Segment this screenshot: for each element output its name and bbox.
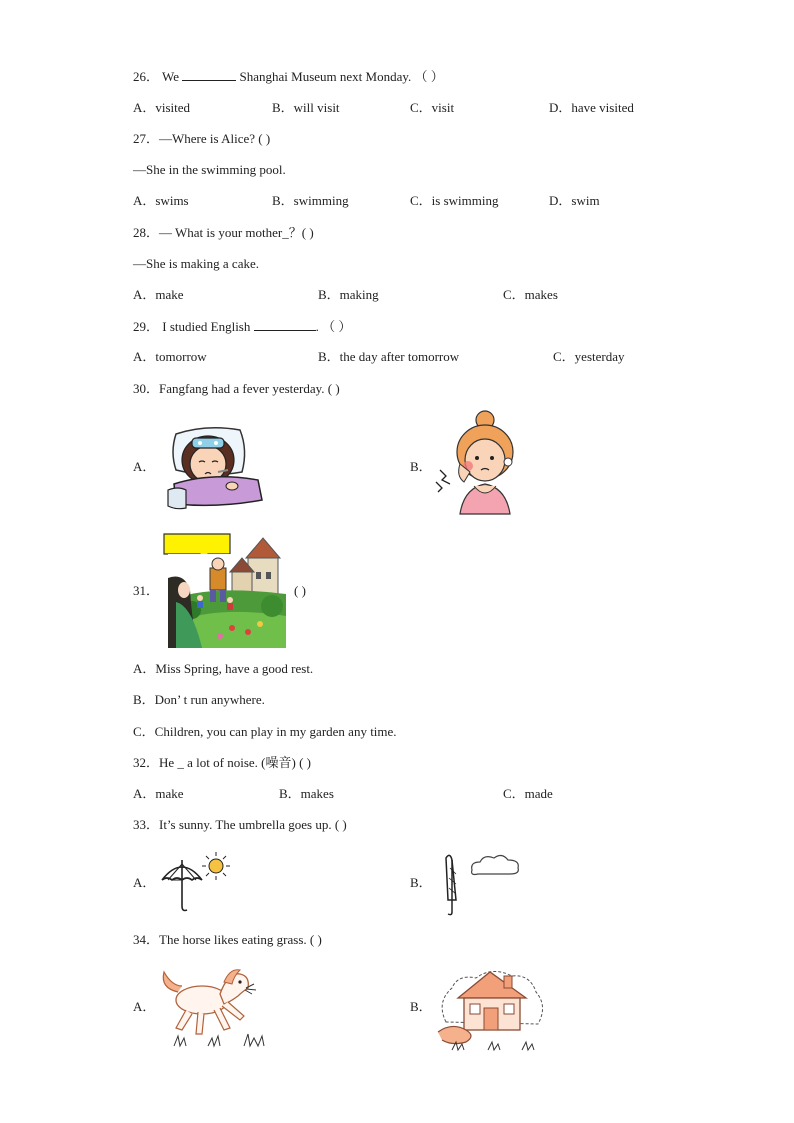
- q30-label-a[interactable]: A．: [133, 459, 156, 474]
- q28-option-a[interactable]: A．make: [133, 287, 184, 302]
- q31-number: 31．: [133, 583, 160, 598]
- q28-option-c[interactable]: C．makes: [503, 287, 558, 302]
- q29-after: .: [315, 319, 319, 334]
- closed-umbrella-cloud-image[interactable]: [436, 850, 524, 916]
- q34-label-a[interactable]: A．: [133, 999, 156, 1014]
- q30-stem: 30．Fangfang had a fever yesterday. ( ): [133, 381, 340, 396]
- q29-number: 29．: [133, 319, 160, 334]
- q27-option-b[interactable]: B．swimming: [272, 193, 349, 208]
- q28-answer-line: —She is making a cake.: [133, 256, 259, 271]
- q32-option-a[interactable]: A．make: [133, 786, 184, 801]
- q26-option-b[interactable]: B．will visit: [272, 100, 340, 115]
- q29-stem: [133, 318, 351, 335]
- q29-blank[interactable]: [254, 318, 316, 331]
- q32-stem: 32．He _ a lot of noise. (噪音) ( ): [133, 755, 311, 770]
- q26-option-d[interactable]: D．have visited: [549, 100, 634, 115]
- girl-with-toothache-image[interactable]: [430, 410, 520, 518]
- q26-number: 26．: [133, 69, 160, 84]
- q28-option-b[interactable]: B．making: [318, 287, 379, 302]
- sick-girl-in-bed-image[interactable]: [162, 420, 266, 510]
- q28-stem: 28．— What is your mother_？( ): [133, 225, 314, 240]
- q27-option-a[interactable]: A．swims: [133, 193, 189, 208]
- horse-eating-grass-image[interactable]: [158, 962, 270, 1050]
- q30-label-b[interactable]: B．: [410, 459, 432, 474]
- house-with-snake-image[interactable]: [432, 962, 550, 1052]
- q26-stem: [133, 68, 444, 85]
- q31-option-b[interactable]: B．Don’ t run anywhere.: [133, 692, 265, 707]
- open-umbrella-sun-image[interactable]: [160, 850, 232, 914]
- q27-option-d[interactable]: D．swim: [549, 193, 600, 208]
- q33-stem: 33．It’s sunny. The umbrella goes up. ( ): [133, 817, 347, 832]
- q26-after: Shanghai Museum next Monday.: [239, 69, 412, 84]
- q29-answer-paren[interactable]: （ ）: [322, 319, 352, 334]
- q32-option-c[interactable]: C．made: [503, 786, 553, 801]
- q27-option-c[interactable]: C．is swimming: [410, 193, 499, 208]
- q29-option-c[interactable]: C．yesterday: [553, 349, 625, 364]
- q29-option-a[interactable]: A．tomorrow: [133, 349, 207, 364]
- giant-garden-image[interactable]: [162, 532, 288, 648]
- q33-label-a[interactable]: A．: [133, 875, 156, 890]
- q29-option-b[interactable]: B．the day after tomorrow: [318, 349, 460, 364]
- q27-answer-line: —She in the swimming pool.: [133, 162, 286, 177]
- q34-label-b[interactable]: B．: [410, 999, 432, 1014]
- q26-before: We: [162, 69, 180, 84]
- q32-option-b[interactable]: B．makes: [279, 786, 334, 801]
- q34-stem: 34．The horse likes eating grass. ( ): [133, 932, 322, 947]
- q27-stem: 27．—Where is Alice? ( ): [133, 131, 271, 146]
- q26-answer-paren[interactable]: （ ）: [414, 69, 444, 84]
- q26-option-c[interactable]: C．visit: [410, 100, 455, 115]
- q31-option-c[interactable]: C．Children, you can play in my garden any time.: [133, 724, 397, 739]
- q31-option-a[interactable]: A．Miss Spring, have a good rest.: [133, 661, 314, 676]
- q26-option-a[interactable]: A．visited: [133, 100, 191, 115]
- q31-answer-paren[interactable]: ( ): [294, 583, 306, 598]
- q33-label-b[interactable]: B．: [410, 875, 432, 890]
- q29-before: I studied English: [162, 319, 251, 334]
- q26-blank[interactable]: [182, 68, 236, 81]
